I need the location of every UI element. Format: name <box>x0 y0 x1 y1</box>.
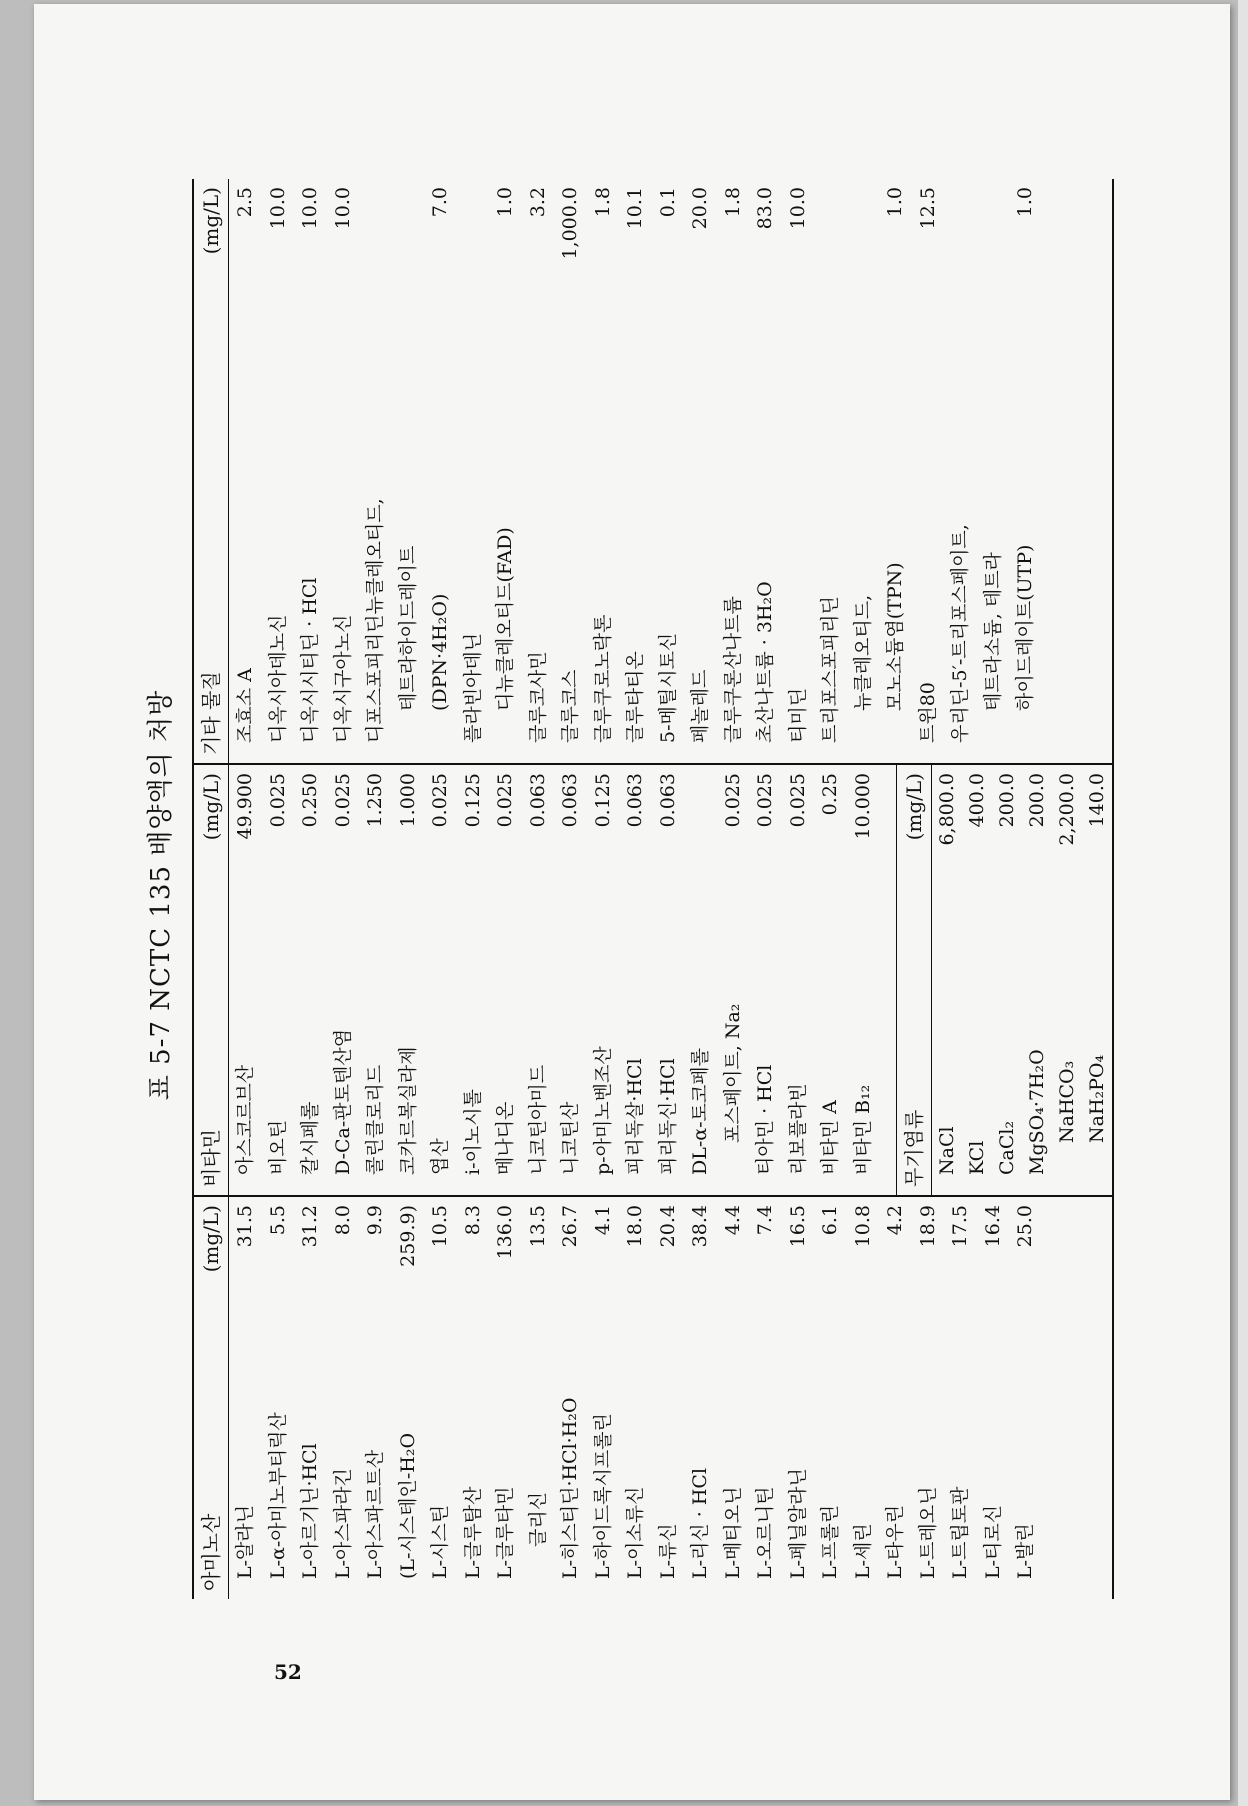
table-row <box>1082 765 1112 1195</box>
row-value: 0.25 <box>819 773 841 816</box>
table-row <box>1009 179 1042 763</box>
row-name: 5-메틸시토신 <box>656 632 679 743</box>
row-name: L-세린 <box>851 1523 874 1579</box>
table-row <box>294 765 327 1195</box>
row-name: 글루코스 <box>559 669 581 743</box>
table-row <box>1022 765 1052 1195</box>
table-row <box>392 765 425 1195</box>
row-name: 테트라하이드레이트 <box>396 545 419 711</box>
table-row <box>717 1197 750 1599</box>
row-value: 20.4 <box>656 1205 679 1248</box>
table-row <box>962 765 992 1195</box>
table-row <box>717 179 750 763</box>
row-value: 0.063 <box>526 773 549 828</box>
row-name: 글루코사민 <box>526 651 549 743</box>
table-row <box>587 179 620 763</box>
header-unit: (mg/L) <box>199 187 223 255</box>
row-value: 136.0 <box>494 1205 516 1260</box>
row-name: MgSO₄·7H₂O <box>1026 1049 1048 1175</box>
row-name: 비타민 B₁₂ <box>851 1084 874 1175</box>
table-row <box>522 179 555 763</box>
row-value: 16.4 <box>981 1205 1004 1248</box>
row-value: 13.5 <box>526 1205 549 1248</box>
row-value: 0.250 <box>299 773 321 828</box>
row-value: 38.4 <box>689 1205 711 1248</box>
row-value: 0.063 <box>656 773 679 828</box>
row-value: 10.8 <box>851 1205 874 1248</box>
row-name: KCl <box>966 1140 988 1175</box>
row-name: 티아민 · HCl <box>754 1064 776 1175</box>
table-row <box>229 179 262 763</box>
row-value: 200.0 <box>1026 773 1048 828</box>
row-value: 0.025 <box>266 773 289 828</box>
row-value: 1.0 <box>1014 187 1036 218</box>
table-row <box>262 765 295 1195</box>
row-name: 니코틴산 <box>559 1101 581 1175</box>
row-value: 10.0 <box>331 187 354 230</box>
row-name: (DPN·4H₂O) <box>429 593 451 711</box>
table-row <box>392 179 425 763</box>
table-row <box>619 179 652 763</box>
table-row <box>359 179 392 763</box>
table-row <box>457 1197 490 1599</box>
table-row <box>489 765 522 1195</box>
row-name: 뉴클레오티드, <box>851 594 874 711</box>
row-name: 테트라소듐, 테트라 <box>981 552 1004 711</box>
row-value: 0.025 <box>331 773 354 828</box>
row-value: 18.0 <box>624 1205 646 1248</box>
row-value: 7.4 <box>754 1205 776 1236</box>
amino-acid-rows <box>229 1197 1042 1599</box>
row-name: 비오틴 <box>266 1119 289 1175</box>
row-value <box>359 187 392 277</box>
row-value: 6,800.0 <box>936 773 958 846</box>
table-row <box>457 179 490 763</box>
column-header <box>194 765 229 1195</box>
row-name: NaHCO₃ <box>1056 1060 1078 1143</box>
row-value: 0.025 <box>429 773 451 828</box>
table-row <box>587 765 620 1195</box>
row-value: 1.0 <box>884 187 906 218</box>
row-name: L-발린 <box>1014 1523 1036 1579</box>
column-header <box>194 179 229 763</box>
row-value: 200.0 <box>996 773 1018 828</box>
row-value <box>977 187 1010 277</box>
table-row <box>814 179 847 763</box>
row-value: 140.0 <box>1086 773 1108 828</box>
row-value: 3.2 <box>526 187 549 218</box>
table-row <box>847 765 880 1195</box>
table-row <box>749 1197 782 1599</box>
row-name: CaCl₂ <box>996 1120 1018 1175</box>
row-value: 17.5 <box>949 1205 971 1248</box>
row-name: 디뉴클레오티드(FAD) <box>494 527 516 711</box>
inorganic-header <box>897 765 932 1195</box>
row-name: L-아스파르트산 <box>364 1449 386 1579</box>
row-value: 4.4 <box>721 1205 744 1236</box>
row-name: 엽산 <box>429 1138 451 1175</box>
amino-acid-column <box>194 1197 1112 1599</box>
row-name: 비타민 A <box>819 1100 841 1175</box>
row-value: 10.0 <box>299 187 321 230</box>
row-value: 18.9 <box>916 1205 939 1248</box>
row-value: 10.1 <box>624 187 646 230</box>
row-value: 4.1 <box>591 1205 614 1236</box>
table-row <box>522 765 555 1195</box>
row-value <box>457 187 490 277</box>
row-name: i-이노시톨 <box>461 1089 484 1175</box>
table-row <box>424 179 457 763</box>
table-row <box>977 179 1010 763</box>
table-row <box>814 765 847 1195</box>
row-name: 피리독살·HCl <box>624 1058 646 1175</box>
row-value: 400.0 <box>966 773 988 828</box>
row-name: L-알라닌 <box>234 1504 256 1579</box>
row-name: L-오르니틴 <box>754 1486 776 1579</box>
table-row <box>522 1197 555 1599</box>
table-title: 표 5-7 NCTC 135 배양액의 처방 <box>146 689 176 1101</box>
rotated-table-area <box>140 165 1120 1625</box>
table-row <box>992 765 1022 1195</box>
row-value: 49.900 <box>234 773 256 840</box>
row-value: 26.7 <box>559 1205 581 1248</box>
table-row <box>587 1197 620 1599</box>
row-name: L-하이드록시프롤린 <box>591 1413 614 1579</box>
row-name: L-리신 · HCl <box>689 1467 711 1579</box>
row-value: 0.125 <box>591 773 614 828</box>
row-value: 0.063 <box>559 773 581 828</box>
row-value: 2,200.0 <box>1056 773 1078 846</box>
row-value: 0.025 <box>494 773 516 828</box>
row-value: 0.025 <box>721 773 744 828</box>
formula-table <box>192 179 1114 1599</box>
column-header <box>194 1197 229 1599</box>
row-name: 아스코르브산 <box>234 1064 256 1175</box>
row-name: L-페닐알라닌 <box>786 1468 809 1579</box>
row-name: 메나디온 <box>494 1101 516 1175</box>
table-row <box>944 179 977 763</box>
row-name: 모노소듐염(TPN) <box>884 562 906 711</box>
row-value: 0.125 <box>461 773 484 828</box>
table-row <box>457 765 490 1195</box>
table-row <box>229 1197 262 1599</box>
table-row <box>879 1197 912 1599</box>
row-name: L-트레오닌 <box>916 1486 939 1579</box>
row-value: 5.5 <box>266 1205 289 1236</box>
table-row <box>327 179 360 763</box>
header-unit: (mg/L) <box>902 773 926 841</box>
table-row <box>749 765 782 1195</box>
table-row <box>359 1197 392 1599</box>
row-name: 디포스포피리딘뉴클레오티드, <box>364 498 386 743</box>
table-row <box>847 179 880 763</box>
table-row <box>1052 765 1082 1195</box>
row-name: L-글루탐산 <box>461 1486 484 1579</box>
page-number: 52 <box>274 1660 302 1684</box>
table-row <box>294 1197 327 1599</box>
row-value: 1.8 <box>721 187 744 218</box>
table-row <box>782 179 815 763</box>
table-row <box>749 179 782 763</box>
row-value: 1.000 <box>396 773 419 828</box>
row-name: NaCl <box>936 1126 958 1175</box>
table-row <box>652 1197 685 1599</box>
table-row <box>932 765 962 1195</box>
row-name: 글루쿠로노락톤 <box>591 614 614 743</box>
vitamin-column <box>194 765 1112 1197</box>
row-name: L-트립토판 <box>949 1486 971 1579</box>
row-name: 콜린클로리드 <box>364 1064 386 1175</box>
row-value: 6.1 <box>819 1205 841 1236</box>
row-name: D-Ca-판토텐산염 <box>331 1028 354 1175</box>
row-name: 조효소 A <box>234 668 256 743</box>
table-row <box>229 765 262 1195</box>
table-row <box>814 1197 847 1599</box>
row-value: 25.0 <box>1014 1205 1036 1248</box>
row-name: 초산나트륨 · 3H₂O <box>754 581 776 743</box>
row-value: 31.2 <box>299 1205 321 1248</box>
table-row <box>424 1197 457 1599</box>
row-name: 포스페이트, Na₂ <box>721 1003 744 1143</box>
table-row <box>652 765 685 1195</box>
row-name: 피리독신·HCl <box>656 1058 679 1175</box>
row-name: 디옥시시티딘 · HCl <box>299 577 321 743</box>
table-row <box>424 765 457 1195</box>
row-value: 10.5 <box>429 1205 451 1248</box>
table-row <box>392 1197 425 1599</box>
row-name: L-아르기닌·HCl <box>299 1443 321 1579</box>
other-substances-column <box>194 179 1112 765</box>
vitamin-rows <box>229 765 879 1195</box>
row-name: 티미딘 <box>786 687 809 743</box>
row-value: 10.000 <box>851 773 874 840</box>
row-name: 코카르복실라제 <box>396 1046 419 1175</box>
inorganic-rows <box>932 765 1112 1195</box>
table-row <box>782 1197 815 1599</box>
table-row <box>684 1197 717 1599</box>
row-value: 12.5 <box>916 187 939 230</box>
row-value: 1,000.0 <box>559 187 581 260</box>
row-name: NaH₂PO₄ <box>1086 1054 1108 1143</box>
row-name: p-아미노벤조산 <box>591 1046 614 1175</box>
row-value: 2.5 <box>234 187 256 218</box>
row-name: L-시스틴 <box>429 1504 451 1579</box>
row-value: 1.8 <box>591 187 614 218</box>
row-value: 16.5 <box>786 1205 809 1248</box>
table-row <box>944 1197 977 1599</box>
table-row <box>782 765 815 1195</box>
row-name: 트리포스포피리딘 <box>819 596 841 743</box>
row-value: 10.0 <box>266 187 289 230</box>
row-name: L-α-아미노부티릭산 <box>266 1412 289 1579</box>
table-row <box>912 1197 945 1599</box>
table-row <box>684 765 717 1195</box>
row-name: L-글루타민 <box>494 1486 516 1579</box>
row-value: 0.025 <box>786 773 809 828</box>
inorganic-salts-block <box>896 765 1112 1195</box>
row-value: 1.0 <box>494 187 516 218</box>
table-row <box>554 179 587 763</box>
row-name: (L-시스테인-H₂O <box>396 1432 419 1579</box>
row-name: 페놀레드 <box>689 669 711 743</box>
row-name: 디옥시아데노신 <box>266 614 289 743</box>
row-value: 4.2 <box>884 1205 906 1236</box>
row-value: 0.1 <box>656 187 679 218</box>
row-name: 글루쿠론산나트륨 <box>721 596 744 743</box>
row-name: L-티로신 <box>981 1504 1004 1579</box>
table-row <box>489 179 522 763</box>
header-label: 무기염류 <box>902 1109 926 1187</box>
table-row <box>717 765 750 1195</box>
row-value: 8.3 <box>461 1205 484 1236</box>
table-row <box>619 765 652 1195</box>
header-unit: (mg/L) <box>199 1205 223 1273</box>
row-name: L-메티오닌 <box>721 1486 744 1579</box>
table-row <box>684 179 717 763</box>
table-row <box>554 1197 587 1599</box>
other-substance-rows <box>229 179 1042 763</box>
row-value: 20.0 <box>689 187 711 230</box>
row-name: 우리딘-5′-트리포스페이트, <box>949 524 971 743</box>
table-row <box>327 765 360 1195</box>
row-value: 7.0 <box>429 187 451 218</box>
row-name: L-프롤린 <box>819 1504 841 1579</box>
table-row <box>977 1197 1010 1599</box>
row-name: L-히스티딘·HCl·H₂O <box>559 1397 581 1579</box>
row-value <box>814 187 847 277</box>
row-name: 칼시페롤 <box>299 1101 321 1175</box>
row-name: 하이드레이트(UTP) <box>1014 544 1036 711</box>
row-name: L-이소류신 <box>624 1486 646 1579</box>
row-name: L-아스파라긴 <box>331 1468 354 1579</box>
row-value: 8.0 <box>331 1205 354 1236</box>
row-value: 0.025 <box>754 773 776 828</box>
row-value: 31.5 <box>234 1205 256 1248</box>
table-row <box>327 1197 360 1599</box>
table-row <box>554 765 587 1195</box>
row-value <box>847 187 880 277</box>
table-row <box>847 1197 880 1599</box>
header-label: 비타민 <box>199 1129 223 1187</box>
table-row <box>489 1197 522 1599</box>
table-row <box>294 179 327 763</box>
row-name: DL-α-토코페롤 <box>689 1048 711 1175</box>
row-name: 글리신 <box>526 1491 549 1547</box>
row-value: 9.9 <box>364 1205 386 1236</box>
row-value: 0.063 <box>624 773 646 828</box>
row-name: 글루타티온 <box>624 651 646 743</box>
table-row <box>912 179 945 763</box>
header-unit: (mg/L) <box>199 773 223 841</box>
table-row <box>262 1197 295 1599</box>
row-name: 트윈80 <box>916 682 939 743</box>
row-name: 리보플라빈 <box>786 1083 809 1175</box>
row-value <box>392 187 425 277</box>
row-name: L-타우린 <box>884 1504 906 1579</box>
row-value <box>684 773 717 863</box>
table-row <box>619 1197 652 1599</box>
row-name: 니코틴아미드 <box>526 1064 549 1175</box>
table-row <box>879 179 912 763</box>
row-value: 1.250 <box>364 773 386 828</box>
row-value: 83.0 <box>754 187 776 230</box>
row-name: 디옥시구아노신 <box>331 614 354 743</box>
table-row <box>262 179 295 763</box>
row-value <box>944 187 977 277</box>
table-row <box>359 765 392 1195</box>
row-value: 259.9) <box>396 1205 419 1267</box>
header-label: 기타 물질 <box>199 671 223 755</box>
row-value: 10.0 <box>786 187 809 230</box>
row-name: L-류신 <box>656 1523 679 1579</box>
table-row <box>1009 1197 1042 1599</box>
header-label: 아미노산 <box>199 1513 223 1591</box>
table-row <box>652 179 685 763</box>
row-name: 플라빈아데닌 <box>461 632 484 743</box>
